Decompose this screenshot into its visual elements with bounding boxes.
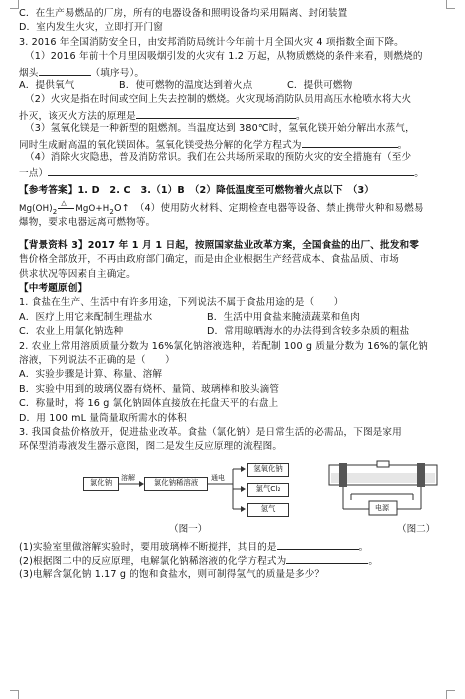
option-a: A．实验步骤是计算、称量、溶解 [19, 369, 163, 381]
flowchart-figure [83, 461, 289, 519]
text-line: 扑灭，该灭火方法的原理是 。 [19, 108, 449, 122]
text-line: （3）氢氧化镁是一种新型的阻燃剂。当温度达到 380℃时，氢氧化镁开始分解出水蒸气， [25, 123, 415, 135]
text-line: 爆物，要求电器远离可燃物等。 [19, 217, 156, 229]
answer-blank [302, 137, 398, 148]
options-row [19, 79, 449, 93]
options-row [19, 311, 449, 325]
figure-1-caption: （图一） [169, 523, 208, 535]
electrolysis-label: 通电 [211, 473, 225, 482]
options-row [19, 325, 449, 339]
answer-blank [277, 539, 359, 550]
option-d: D．常用晾晒海水的办法得到含较多杂质的粗盐 [207, 326, 410, 338]
text-line: 溶液，下列说法不正确的是（ ） [19, 354, 175, 366]
nacl-box: 氯化钠 [83, 477, 119, 491]
text-line: (1)实验室里做溶解实验时，要用玻璃棒不断搅拌，其目的是 。 [19, 539, 449, 553]
option-a: A．医疗上用它来配制生理盐水 [19, 311, 153, 323]
question-3-stem: 3. 2016 年全国消防安全日，由安邦消防局统计今年前十月全国火灾 4 项指数全面下降。 [19, 36, 404, 48]
answer-key: 【参考答案】1. D 2. C 3.（1）B （2）降低温度至可燃物着火点以下 （3） [19, 184, 375, 196]
text-line: （4）消除火灾隐患，普及消防常识。我们在公共场所采取的预防火灾的安全措施有（至少 [25, 151, 412, 163]
product-chlorine-box: 氯气Cl₂ [247, 483, 289, 497]
answer-blank [39, 65, 91, 76]
question-3b-stem: 3. 我国食盐价格放开，促进盐业改革。食盐（氯化钠）是日常生活的必需品，下图是家用 [19, 426, 402, 438]
dissolve-label: 溶解 [121, 473, 135, 482]
answer-blank [286, 553, 368, 564]
product-naoh-box: 氢氧化钠 [247, 463, 289, 477]
figure-2-caption: （图二） [397, 523, 436, 535]
text-line: （1）2016 年前十个月里因吸烟引发的火灾有 1.2 万起，从物质燃烧的条件来看，则燃烧的 [25, 51, 423, 63]
electrolysis-apparatus-figure [321, 459, 443, 519]
option-a: A．提供氧气 [19, 79, 75, 91]
option-b: B．实验中用到的玻璃仪器有烧杯、量筒、玻璃棒和胶头滴管 [19, 383, 280, 395]
text-line: 烟头 （填序号）。 [19, 65, 449, 79]
option-c: C．农业上用氯化钠选种 [19, 326, 124, 338]
product-hydrogen-box: 氢气 [247, 503, 289, 517]
answer-blank [136, 108, 296, 119]
text-line: （2）火灾是指在时间或空间上失去控制的燃烧。火灾现场消防队员用高压水枪喷水将大火 [25, 94, 412, 106]
question-2-stem: 2. 农业上常用溶质质量分数为 16%氯化钠溶液选种，若配制 100 g 质量分数为 16%的氯化钠 [19, 340, 428, 352]
dilute-solution-box: 氯化钠稀溶液 [144, 477, 208, 491]
answer-blank [48, 165, 414, 176]
power-supply-label: 电源 [375, 503, 389, 512]
question-1-stem: 1. 食盐在生产、生活中有许多用途，下列说法不属于食盐用途的是（ ） [19, 297, 344, 309]
answer-key-equation: $Mg(OH)_2$ △ $MgO+H_2O↑$ （4）使用防火材料、定期检查电器等设备、禁止携带火种和易燃易 [19, 199, 424, 216]
crop-mark [446, 690, 455, 699]
option-b: B．生活中用食盐来腌渍蔬菜和鱼肉 [207, 311, 360, 323]
text-line: (2)根据图二中的反应原理，电解氯化钠稀溶液的化学方程式为 。 [19, 553, 449, 567]
crop-mark [10, 0, 19, 9]
text-line: 供求状况等因素自主确定。 [19, 268, 136, 280]
text-line: 一点） 。 [19, 165, 449, 179]
text-line: 环保型消毒液发生器示意图，图二是发生反应原理的流程图。 [19, 441, 283, 453]
option-c: C．称量时，将 16 g 氯化钠固体直接放在托盘天平的右盘上 [19, 398, 279, 410]
text-line: 售价格全部放开，不再由政府部门确定，而是由企业根据生产经营成本、食盐品质、市场 [19, 254, 400, 266]
captions-row [19, 521, 449, 535]
option-d: D．用 100 mL 量筒量取所需水的体积 [19, 412, 187, 424]
text-line: (3)电解含氯化钠 1.17 g 的饱和食盐水，则可制得氢气的质量是多少？ [19, 568, 325, 580]
option-b: B．使可燃物的温度达到着火点 [119, 79, 253, 91]
text-line: C．在生产易燃品的厂房，所有的电器设备和照明设备均采用隔离、封闭装置 [19, 8, 348, 19]
option-c: C．提供可燃物 [287, 79, 353, 91]
section-heading: 【中考题原创】 [19, 283, 88, 295]
background-material: 【背景资料 3】2017 年 1 月 1 日起，按照国家盐业改革方案，全国食盐的出厂、批发和零 [19, 239, 420, 251]
text-line: D．室内发生火灾，立即打开门窗 [19, 22, 163, 34]
text-line: 同时生成耐高温的氧化镁固体。氢氧化镁受热分解的化学方程式为 。 [19, 137, 449, 151]
figures-row [19, 459, 449, 521]
crop-mark [10, 690, 19, 699]
document-body [19, 7, 449, 582]
